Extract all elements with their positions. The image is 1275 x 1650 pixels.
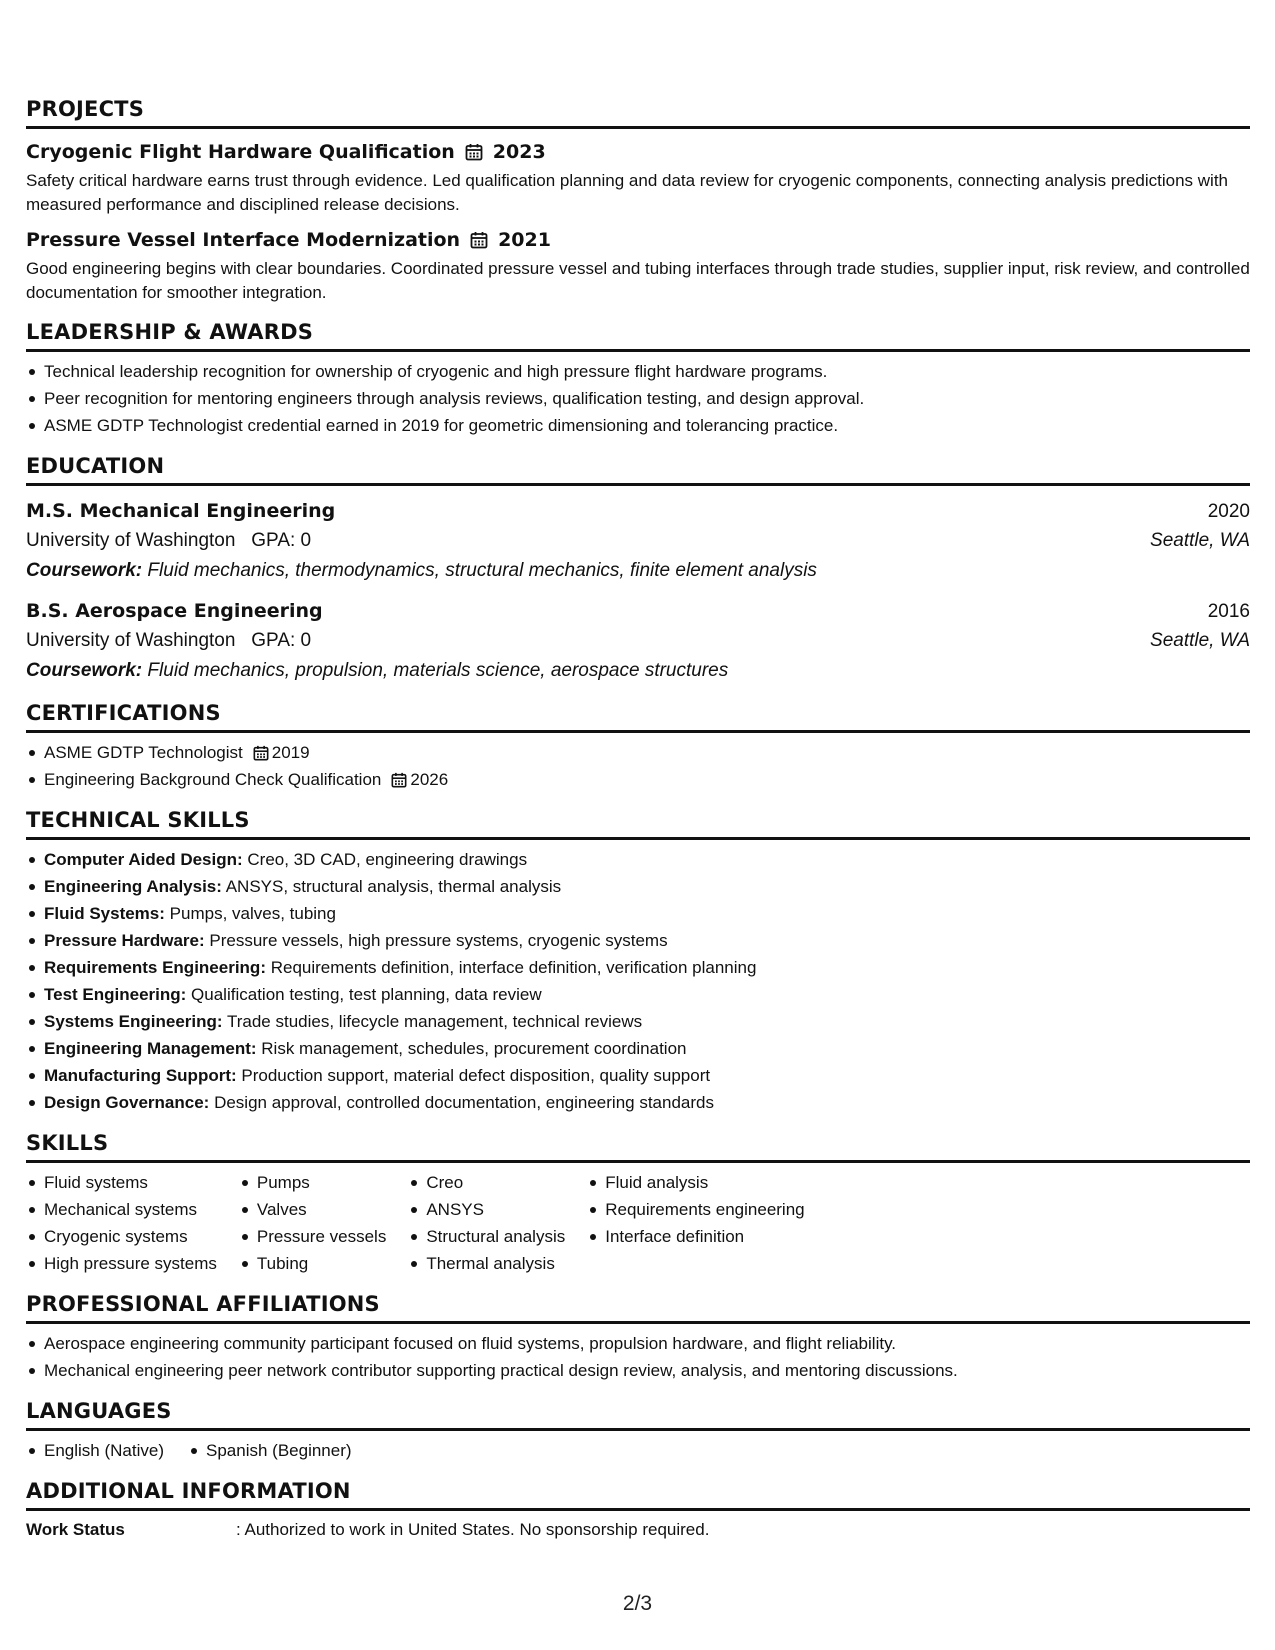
list-item: Spanish (Beginner) xyxy=(206,1437,352,1464)
list-item: Technical leadership recognition for ownership of cryogenic and high pressure flight hardware programs. xyxy=(44,358,1250,385)
project-year: 2023 xyxy=(492,141,546,163)
info-label: Work Status xyxy=(26,1520,125,1539)
list-item: Interface definition xyxy=(605,1223,804,1250)
info-value: : Authorized to work in United States. No sponsorship required. xyxy=(236,1520,710,1539)
coursework-label: Coursework: xyxy=(26,560,143,581)
list-item: Fluid analysis xyxy=(605,1169,804,1196)
list-item xyxy=(44,846,1250,873)
list-item: Creo xyxy=(426,1169,565,1196)
skill-values: Production support, material defect disposition, quality support xyxy=(241,1066,711,1085)
skill-category: Systems Engineering: xyxy=(44,1012,223,1031)
skill-category: Engineering Management: xyxy=(44,1039,257,1058)
skill-category: Computer Aided Design: xyxy=(44,850,243,869)
leadership-list xyxy=(26,358,1250,439)
section-title-projects: PROJECTS xyxy=(26,96,1250,129)
list-item: Valves xyxy=(257,1196,386,1223)
project-year: 2021 xyxy=(498,229,551,251)
skills-column xyxy=(587,1169,804,1277)
list-item xyxy=(44,766,1250,793)
skill-category: Pressure Hardware: xyxy=(44,931,205,950)
skill-category: Engineering Analysis: xyxy=(44,877,222,896)
project-title: Pressure Vessel Interface Modernization xyxy=(26,229,461,251)
gpa: GPA: 0 xyxy=(251,530,312,551)
graduation-year: 2016 xyxy=(1207,601,1250,622)
affiliations-list xyxy=(26,1330,1250,1384)
project-item xyxy=(26,139,1250,217)
project-description: Good engineering begins with clear boundaries. Coordinated pressure vessel and tubing interfaces through trade studies, supplier input, risk review, and controlled documentation for smoother integration. xyxy=(26,259,1250,302)
skill-values: Pumps, valves, tubing xyxy=(169,904,336,923)
certification-name: Engineering Background Check Qualification xyxy=(44,770,382,789)
resume-page xyxy=(26,96,1250,1557)
coursework: Fluid mechanics, propulsion, materials science, aerospace structures xyxy=(147,660,729,681)
calendar-icon xyxy=(253,745,269,761)
certifications-section xyxy=(26,700,1250,793)
skill-category: Test Engineering: xyxy=(44,985,187,1004)
list-item: Mechanical systems xyxy=(44,1196,217,1223)
school-name: University of Washington xyxy=(26,630,236,651)
list-item xyxy=(44,873,1250,900)
project-description: Safety critical hardware earns trust through evidence. Led qualification planning and data review for cryogenic components, connecting analysis predictions with measured performance and disciplined release decisions. xyxy=(26,171,1229,214)
skills-column xyxy=(239,1169,386,1277)
certification-name: ASME GDTP Technologist xyxy=(44,743,243,762)
certification-year: 2019 xyxy=(271,743,310,762)
list-item xyxy=(44,981,1250,1008)
education-entry xyxy=(26,496,1250,586)
technical-skills-section xyxy=(26,807,1250,1116)
coursework-label: Coursework: xyxy=(26,660,143,681)
section-title-education: EDUCATION xyxy=(26,453,1250,486)
coursework: Fluid mechanics, thermodynamics, structural mechanics, finite element analysis xyxy=(147,560,817,581)
calendar-icon xyxy=(470,231,488,249)
calendar-icon xyxy=(465,143,483,161)
list-item: Pressure vessels xyxy=(257,1223,386,1250)
certification-year: 2026 xyxy=(410,770,449,789)
skills-column xyxy=(408,1169,565,1277)
skill-category: Fluid Systems: xyxy=(44,904,165,923)
list-item: Pumps xyxy=(257,1169,386,1196)
degree: M.S. Mechanical Engineering xyxy=(26,500,336,522)
skill-values: Requirements definition, interface definition, verification planning xyxy=(270,958,757,977)
list-item xyxy=(44,900,1250,927)
list-item xyxy=(44,1008,1250,1035)
list-item xyxy=(44,927,1250,954)
skill-values: Creo, 3D CAD, engineering drawings xyxy=(247,850,528,869)
list-item: English (Native) xyxy=(44,1437,164,1464)
section-title-certifications: CERTIFICATIONS xyxy=(26,700,1250,733)
skill-values: Pressure vessels, high pressure systems, cryogenic systems xyxy=(209,931,668,950)
languages-list xyxy=(26,1437,1250,1464)
degree: B.S. Aerospace Engineering xyxy=(26,600,323,622)
section-title-languages: LANGUAGES xyxy=(26,1398,1250,1431)
skill-values: Qualification testing, test planning, data review xyxy=(191,985,542,1004)
gpa: GPA: 0 xyxy=(251,630,312,651)
list-item: Structural analysis xyxy=(426,1223,565,1250)
list-item: Fluid systems xyxy=(44,1169,217,1196)
technical-skills-list xyxy=(26,846,1250,1116)
leadership-section xyxy=(26,319,1250,439)
list-item xyxy=(44,1035,1250,1062)
list-item: Peer recognition for mentoring engineers through analysis reviews, qualification testing, and design approval. xyxy=(44,385,1250,412)
languages-section xyxy=(26,1398,1250,1464)
page-number: 2/3 xyxy=(622,1592,653,1615)
additional-info-section xyxy=(26,1478,1250,1543)
section-title-additional: ADDITIONAL INFORMATION xyxy=(26,1478,1250,1511)
skill-values: Risk management, schedules, procurement coordination xyxy=(261,1039,687,1058)
projects-section xyxy=(26,96,1250,305)
list-item: ASME GDTP Technologist credential earned in 2019 for geometric dimensioning and tolerancing practice. xyxy=(44,412,1250,439)
section-title-technical-skills: TECHNICAL SKILLS xyxy=(26,807,1250,840)
graduation-year: 2020 xyxy=(1207,501,1250,522)
project-title: Cryogenic Flight Hardware Qualification xyxy=(26,141,455,163)
education-section xyxy=(26,453,1250,686)
list-item xyxy=(44,739,1250,766)
education-entry xyxy=(26,596,1250,686)
school-location: Seattle, WA xyxy=(1150,530,1250,551)
list-item: Mechanical engineering peer network contributor supporting practical design review, analysis, and mentoring discussions. xyxy=(44,1357,1250,1384)
list-item: Cryogenic systems xyxy=(44,1223,217,1250)
section-title-affiliations: PROFESSIONAL AFFILIATIONS xyxy=(26,1291,1250,1324)
list-item: Tubing xyxy=(257,1250,386,1277)
skill-values: Trade studies, lifecycle management, technical reviews xyxy=(226,1012,643,1031)
skill-values: ANSYS, structural analysis, thermal analysis xyxy=(225,877,562,896)
list-item: High pressure systems xyxy=(44,1250,217,1277)
section-title-skills: SKILLS xyxy=(26,1130,1250,1163)
skills-column xyxy=(26,1169,217,1277)
list-item xyxy=(44,1062,1250,1089)
skill-category: Requirements Engineering: xyxy=(44,958,266,977)
calendar-icon xyxy=(391,772,407,788)
skills-section xyxy=(26,1130,1250,1277)
list-item: Thermal analysis xyxy=(426,1250,565,1277)
list-item xyxy=(44,954,1250,981)
list-item xyxy=(44,1089,1250,1116)
list-item: Aerospace engineering community participant focused on fluid systems, propulsion hardware, and flight reliability. xyxy=(44,1330,1250,1357)
skill-values: Design approval, controlled documentation, engineering standards xyxy=(214,1093,714,1112)
project-item xyxy=(26,227,1250,305)
list-item: ANSYS xyxy=(426,1196,565,1223)
school-location: Seattle, WA xyxy=(1150,630,1250,651)
affiliations-section xyxy=(26,1291,1250,1384)
certifications-list xyxy=(26,739,1250,793)
skill-category: Manufacturing Support: xyxy=(44,1066,237,1085)
section-title-leadership: LEADERSHIP & AWARDS xyxy=(26,319,1250,352)
skills-columns xyxy=(26,1169,1250,1277)
skill-category: Design Governance: xyxy=(44,1093,210,1112)
info-row xyxy=(26,1517,1250,1543)
list-item: Requirements engineering xyxy=(605,1196,804,1223)
school-name: University of Washington xyxy=(26,530,236,551)
